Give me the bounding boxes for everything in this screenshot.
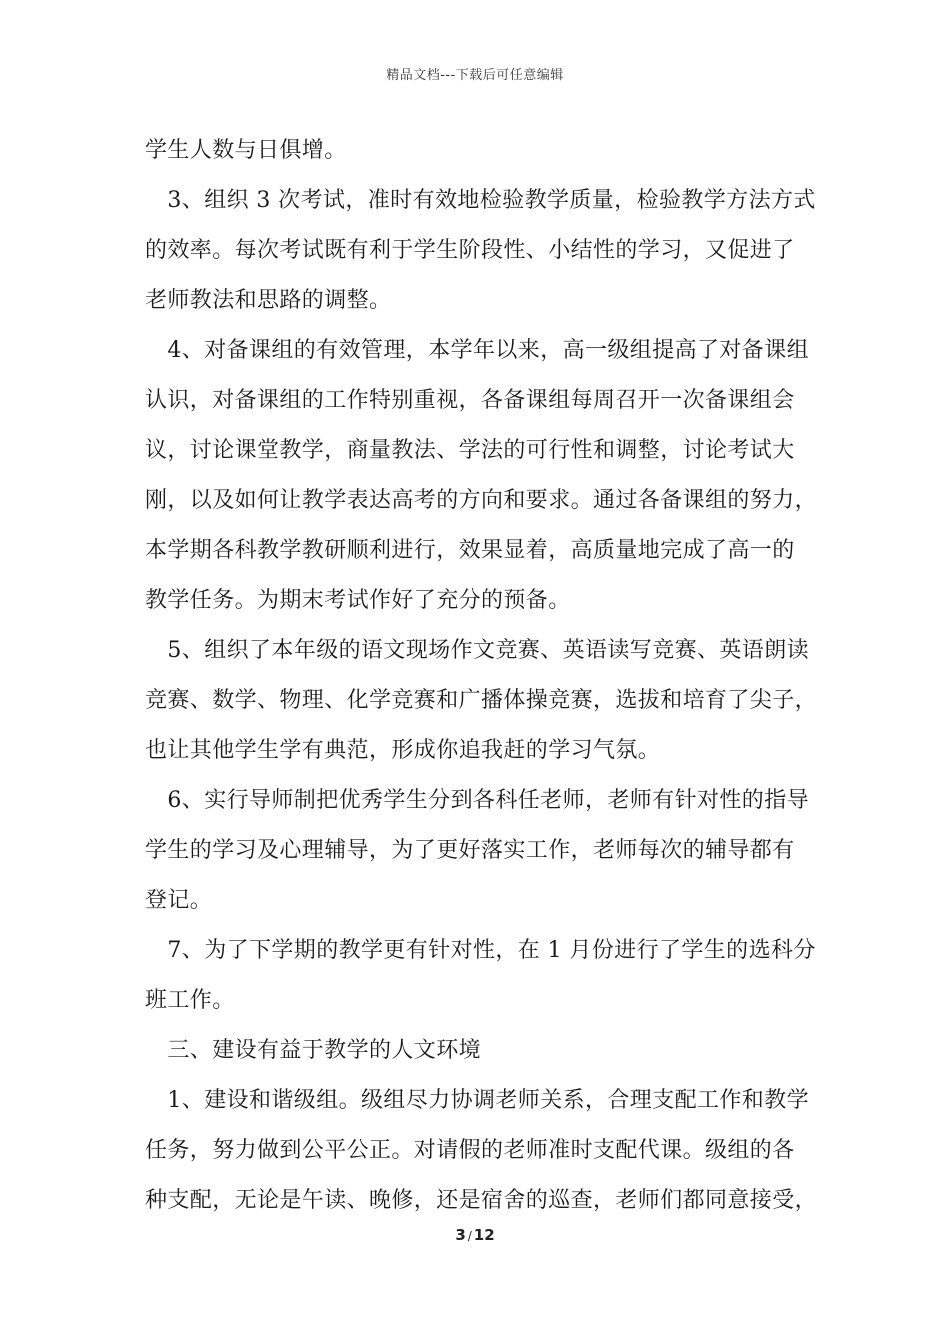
page-number — [0, 1226, 950, 1244]
text-line: 老师教法和思路的调整。 — [145, 288, 392, 313]
text-line: 认识，对备课组的工作特别重视，各备课组每周召开一次备课组会 — [145, 388, 795, 413]
text-line: 学生的学习及心理辅导，为了更好落实工作，老师每次的辅导都有 — [145, 838, 795, 863]
body-text — [145, 126, 817, 1226]
text-line: 教学任务。为期末考试作好了充分的预备。 — [145, 588, 571, 613]
current-page-number: 3 — [455, 1226, 466, 1244]
total-pages-number: 12 — [473, 1226, 495, 1244]
text-line: 的效率。每次考试既有利于学生阶段性、小结性的学习，又促进了 — [145, 238, 795, 263]
text-line: 本学期各科教学教研顺利进行，效果显着，高质量地完成了高一的 — [145, 538, 795, 563]
text-line: 班工作。 — [145, 988, 235, 1013]
text-line: 议，讨论课堂教学，商量教法、学法的可行性和调整，讨论考试大 — [145, 438, 795, 463]
page-number-separator: / — [467, 1229, 472, 1243]
section-heading: 三、建设有益于教学的人文环境 — [145, 1038, 482, 1063]
text-line: 学生人数与日俱增。 — [145, 138, 347, 163]
text-line: 也让其他学生学有典范，形成你追我赶的学习气氛。 — [145, 738, 661, 763]
text-line: 3、组织 3 次考试，准时有效地检验教学质量，检验教学方法方式 — [145, 188, 816, 213]
text-line: 6、实行导师制把优秀学生分到各科任老师，老师有针对性的指导 — [145, 788, 809, 813]
page-header: 精品文档---下载后可任意编辑 — [386, 68, 564, 83]
text-line: 任务，努力做到公平公正。对请假的老师准时支配代课。级组的各 — [145, 1138, 795, 1163]
text-line: 种支配，无论是午读、晚修，还是宿舍的巡查，老师们都同意接受， — [145, 1188, 818, 1213]
text-line: 竞赛、数学、物理、化学竞赛和广播体操竞赛，选拔和培育了尖子， — [145, 688, 818, 713]
text-line: 4、对备课组的有效管理，本学年以来，高一级组提高了对备课组 — [145, 338, 809, 363]
text-line: 7、为了下学期的教学更有针对性，在 1 月份进行了学生的选科分 — [145, 938, 816, 963]
text-line: 刚，以及如何让教学表达高考的方向和要求。通过各备课组的努力， — [145, 488, 818, 513]
text-line: 1、建设和谐级组。级组尽力协调老师关系，合理支配工作和教学 — [145, 1088, 809, 1113]
text-line: 5、组织了本年级的语文现场作文竞赛、英语读写竞赛、英语朗读 — [145, 638, 809, 663]
text-line: 登记。 — [145, 888, 213, 913]
